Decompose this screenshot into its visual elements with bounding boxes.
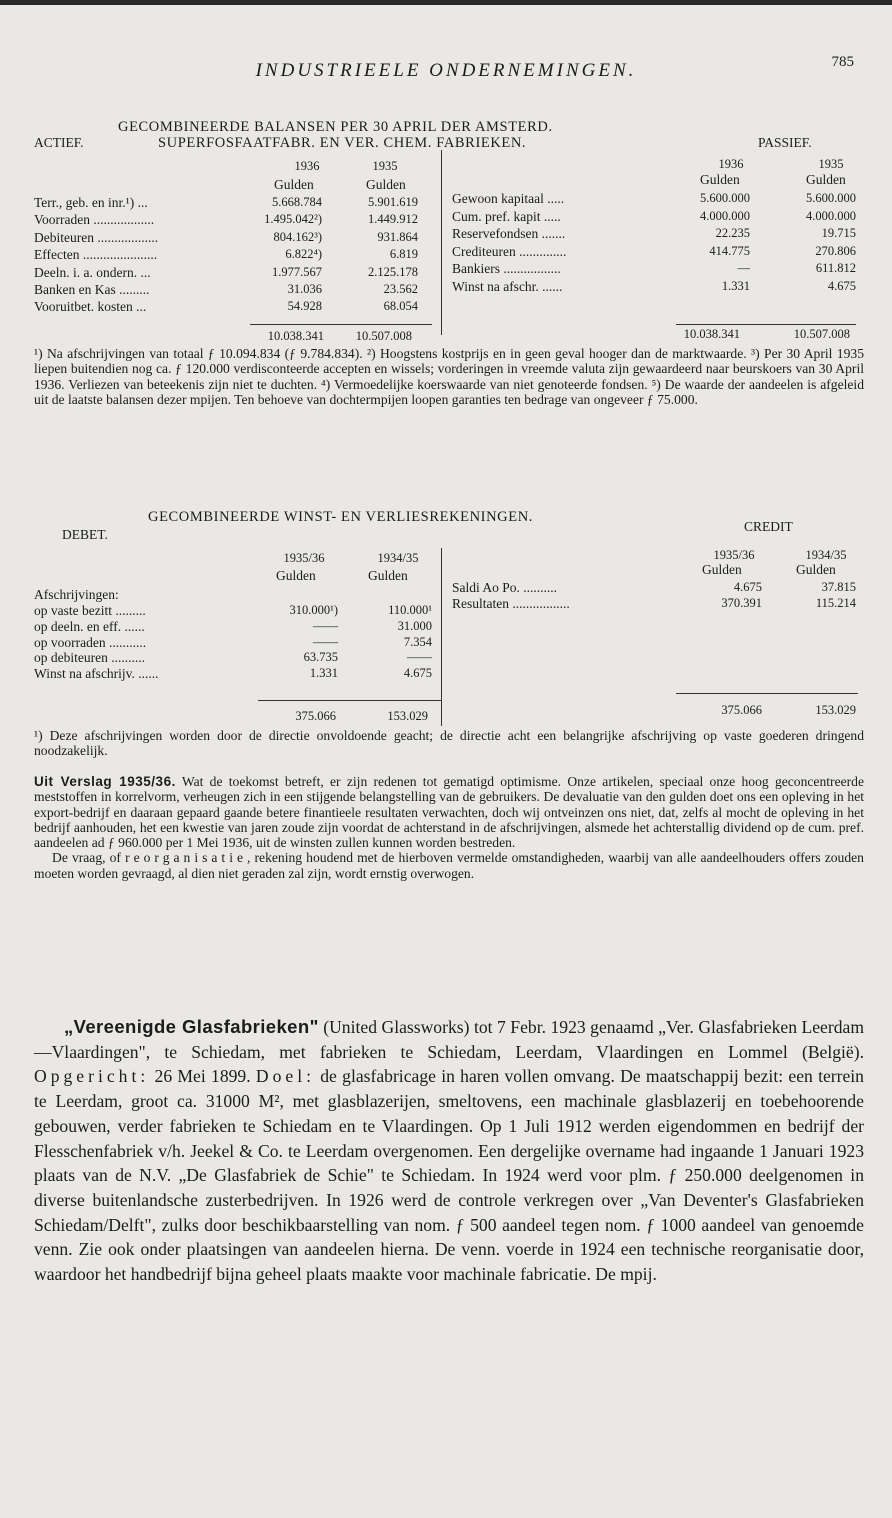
activa-row-label: Voorraden ..................	[34, 212, 155, 228]
passiva-total-1935: 10.507.008	[793, 327, 850, 341]
balance-actief-label: ACTIEF.	[34, 135, 84, 150]
page-number: 785	[831, 54, 854, 70]
activa-row-value: 1.977.567	[272, 264, 322, 279]
balance-year-p1: 1936	[718, 157, 744, 171]
activa-total-1935: 10.507.008	[355, 329, 412, 343]
credit-row-label: Resultaten .................	[452, 596, 570, 611]
debet-row-value: 31.000	[397, 618, 432, 633]
passiva-row-value: —	[737, 261, 750, 276]
credit-total-1: 375.066	[721, 703, 762, 717]
passiva-row-label: Bankiers .................	[452, 261, 561, 277]
activa-row-label: Terr., geb. en inr.¹) ...	[34, 195, 148, 210]
pl-credit-label: CREDIT	[744, 519, 793, 534]
passiva-row-label: Gewoon kapitaal .....	[452, 191, 565, 206]
passiva-row-label: Crediteuren ..............	[452, 243, 567, 259]
passiva-row-value: 4.000.000	[700, 208, 750, 223]
debet-row-value: 4.675	[403, 666, 432, 681]
pl-debet-group: Afschrijvingen:	[34, 587, 119, 602]
company-entry	[34, 1015, 864, 1287]
passiva-row-label: Cum. pref. kapit .....	[452, 208, 561, 224]
debet-row-value: 7.354	[403, 634, 432, 649]
activa-total-1936: 10.038.341	[267, 329, 324, 343]
debet-row-label: op vaste bezitt .........	[34, 603, 146, 618]
pl-debet-label: DEBET.	[62, 527, 108, 542]
credit-row-value: 37.815	[821, 580, 856, 594]
balance-passief-label: PASSIEF.	[758, 135, 812, 150]
activa-row-value: 23.562	[383, 282, 418, 296]
balance-unit-a2: Gulden	[366, 177, 406, 192]
activa-row-label: Debiteuren ..................	[34, 229, 159, 245]
pl-year-c1: 1935/36	[713, 548, 755, 562]
passiva-row-value: 4.675	[827, 279, 856, 293]
passiva-row-value: 1.331	[721, 279, 750, 293]
credit-total-rule	[676, 693, 858, 694]
balance-year-p2: 1935	[818, 157, 844, 171]
activa-row-label: Deeln. i. a. ondern. ...	[34, 264, 151, 280]
verslag-lead: Uit Verslag 1935/36.	[34, 774, 176, 789]
activa-row-value: 6.822⁴)	[285, 247, 322, 262]
verslag-text-2b: , rekening houdend met de hierboven vermelde omstandigheden, waarbij van alle aandeelhouders offers zouden moeten worden gevraagd, al dien niet geraden zal zijn, wordt ernstig overwogen.	[34, 850, 864, 881]
balance-unit-p1: Gulden	[700, 172, 740, 187]
debet-row-value: 63.735	[303, 650, 338, 665]
debet-row-value: 310.000¹)	[289, 603, 338, 617]
debet-row-label: op debiteuren ..........	[34, 650, 145, 666]
verslag-paragraph	[34, 774, 864, 881]
activa-row-value: 68.054	[383, 299, 418, 314]
verslag-text-1: Wat de toekomst betreft, er zijn redenen tot gematigd optimisme. Onze artikelen, speciaal onze hoog geconcentreerde meststoffen in korrelvorm, verheugen zich in een stijgende belangstelling van de gebruikers. De devaluatie van den gulden doet ons een opleving in het export-bedrijf en daaraan gepaard gaande betere finantieele resultaten verwachten, doch wij ontveinzen ons niet, dat, zelfs al mocht de opleving in het bedrijf aanhouden, het een kwestie van jaren zoude zijn voordat de achterstand in de afschrijvingen, alsmede het achterstallig dividend op de cum. pref. aandeelen ad ƒ 960.000 per 1 Mei 1936, uit de winsten zullen kunnen worden bestreden.	[34, 774, 864, 851]
activa-row-value: 804.162³)	[273, 229, 322, 244]
activa-row-label: Vooruitbet. kosten ...	[34, 299, 147, 315]
balance-year-a1: 1936	[294, 159, 320, 173]
activa-row-label: Effecten ......................	[34, 247, 158, 263]
credit-row-value: 4.675	[733, 580, 762, 594]
pl-heading: GECOMBINEERDE WINST- EN VERLIESREKENINGEN.	[148, 509, 533, 525]
debet-row-value: ——	[313, 618, 338, 633]
running-title: INDUSTRIEELE ONDERNEMINGEN.	[255, 60, 637, 81]
balance-year-a2: 1935	[372, 159, 398, 173]
company-name: „Vereenigde Glasfabrieken"	[64, 1016, 319, 1037]
pl-unit-c1: Gulden	[702, 562, 742, 577]
debet-total-2: 153.029	[387, 709, 428, 723]
balance-unit-p2: Gulden	[806, 172, 846, 187]
credit-row-value: 370.391	[721, 596, 762, 610]
pl-unit-c2: Gulden	[796, 562, 836, 577]
pl-unit-d2: Gulden	[368, 568, 408, 583]
activa-row-value: 6.819	[389, 247, 418, 262]
passiva-row-value: 19.715	[821, 226, 856, 241]
debet-row-value: ——	[313, 634, 338, 649]
debet-row-value: 1.331	[309, 666, 338, 681]
debet-total-1: 375.066	[295, 709, 336, 723]
activa-row-value: 5.668.784	[272, 195, 322, 209]
credit-row-value: 115.214	[815, 596, 856, 610]
debet-row-value: 110.000¹	[388, 603, 432, 617]
scan-top-edge	[0, 0, 892, 5]
passiva-row-value: 611.812	[815, 261, 856, 276]
credit-total-2: 153.029	[815, 703, 856, 717]
debet-total-rule	[258, 700, 442, 701]
activa-row-value: 31.036	[287, 282, 322, 296]
activa-row-value: 931.864	[377, 229, 418, 244]
balance-divider	[441, 150, 442, 335]
activa-row-value: 2.125.178	[368, 264, 418, 279]
passiva-row-value: 270.806	[815, 243, 856, 258]
passiva-row-label: Winst na afschr. ......	[452, 279, 563, 294]
balance-heading-1: GECOMBINEERDE BALANSEN PER 30 APRIL DER AMSTERD.	[118, 119, 553, 135]
credit-row-label: Saldi Ao Po. ..........	[452, 580, 558, 595]
company-text-1: (United Glassworks) tot 7 Febr. 1923 genaamd „Ver. Glasfabrieken Leerdam—Vlaardingen", te Schiedam, met fabrieken te Schiedam, Leerdam, Vlaardingen en Lommel (België).	[34, 1017, 865, 1062]
pl-note: ¹) Deze afschrijvingen worden door de directie onvoldoende geacht; de directie acht een belangrijke afschrijving op vaste goederen dringend noodzakelijk.	[34, 728, 864, 759]
activa-row-value: 1.449.912	[368, 212, 418, 227]
balance-heading-2: SUPERFOSFAATFABR. EN VER. CHEM. FABRIEKEN.	[158, 135, 527, 151]
passiva-row-label: Reservefondsen .......	[452, 226, 566, 242]
debet-row-label: Winst na afschrijv. ......	[34, 666, 159, 682]
company-opgericht-value: 26 Mei 1899.	[149, 1066, 256, 1087]
activa-total-rule	[250, 324, 432, 325]
verslag-text-2a: De vraag, of	[52, 850, 126, 866]
passiva-row-value: 4.000.000	[806, 208, 856, 223]
passiva-total-1936: 10.038.341	[683, 327, 740, 341]
pl-year-d1: 1935/36	[283, 551, 325, 565]
debet-row-label: op voorraden ...........	[34, 634, 147, 650]
debet-row-value: ——	[407, 650, 432, 665]
activa-row-value: 1.495.042²)	[264, 212, 322, 227]
company-opgericht-label: Opgericht:	[34, 1066, 150, 1087]
activa-row-value: 54.928	[287, 299, 322, 314]
company-doel-label: Doel:	[255, 1066, 315, 1087]
pl-year-c2: 1934/35	[805, 548, 847, 562]
activa-row-label: Banken en Kas .........	[34, 282, 150, 297]
balance-unit-a1: Gulden	[274, 177, 314, 192]
passiva-row-value: 414.775	[709, 243, 750, 258]
passiva-row-value: 5.600.000	[700, 191, 750, 205]
balance-notes: ¹) Na afschrijvingen van totaal ƒ 10.094.834 (ƒ 9.784.834). ²) Hoogstens kostprijs en in geen geval hooger dan de marktwaarde. ³) Per 30 April 1935 liepen buitendien nog ca. ƒ 120.000 verdisconteerde accepten en wissels; vorderingen in vreemde valuta zijn gewaardeerd naar beurskoers van 30 April 1936. Verliezen van beteekenis zijn niet te duchten. ⁴) Vermoedelijke koerswaarde van niet genoteerde fondsen. ⁵) De waarde der aandeelen is afgeleid uit de laatste balansen dezer mpijen. Ten behoeve van dochtermpijen loopen garanties ten bedrage van ongeveer ƒ 75.000.	[34, 346, 864, 407]
passiva-row-value: 22.235	[715, 226, 750, 241]
passiva-total-rule	[676, 324, 856, 325]
company-text-2: de glasfabricage in haren vollen omvang. De maatschappij bezit: een terrein te Leerdam, groot ca. 31000 M², met glasblazerijen, smeltovens, een machinale glasblazerij en toebehoorende gebouwen, verder fabrieken te Schiedam en te Vlaardingen. Op 1 Juli 1912 werden eigendommen en bedrijf der Flesschenfabriek v/h. Jeekel & Co. te Leerdam overgenomen. Een dergelijke overname had ingaande 1 Januari 1923 plaats van de N.V. „De Glasfabriek de Schie" te Schiedam. In 1924 werd voor plm. ƒ 250.000 deelgenomen in diverse buitenlandsche zusterbedrijven. In 1926 werd de controle verkregen over „Van Deventer's Glasfabrieken Schiedam/Delft", zulks door beschikbaarstelling van nom. ƒ 500 aandeel tegen nom. ƒ 1000 aandeel van genoemde venn. Zie ook onder plaatsingen van aandeelen hierna. De venn. voerde in 1924 een technische reorganisatie door, waardoor het handbedrijf bijna geheel plaats maakte voor machinale fabricatie. De mpij.	[34, 1066, 864, 1285]
activa-row-value: 5.901.619	[368, 195, 418, 209]
pl-unit-d1: Gulden	[276, 568, 316, 583]
passiva-row-value: 5.600.000	[806, 191, 856, 205]
verslag-text-2-spaced: reorganisatie	[125, 850, 248, 866]
pl-year-d2: 1934/35	[377, 551, 419, 565]
debet-row-label: op deeln. en eff. ......	[34, 618, 145, 634]
